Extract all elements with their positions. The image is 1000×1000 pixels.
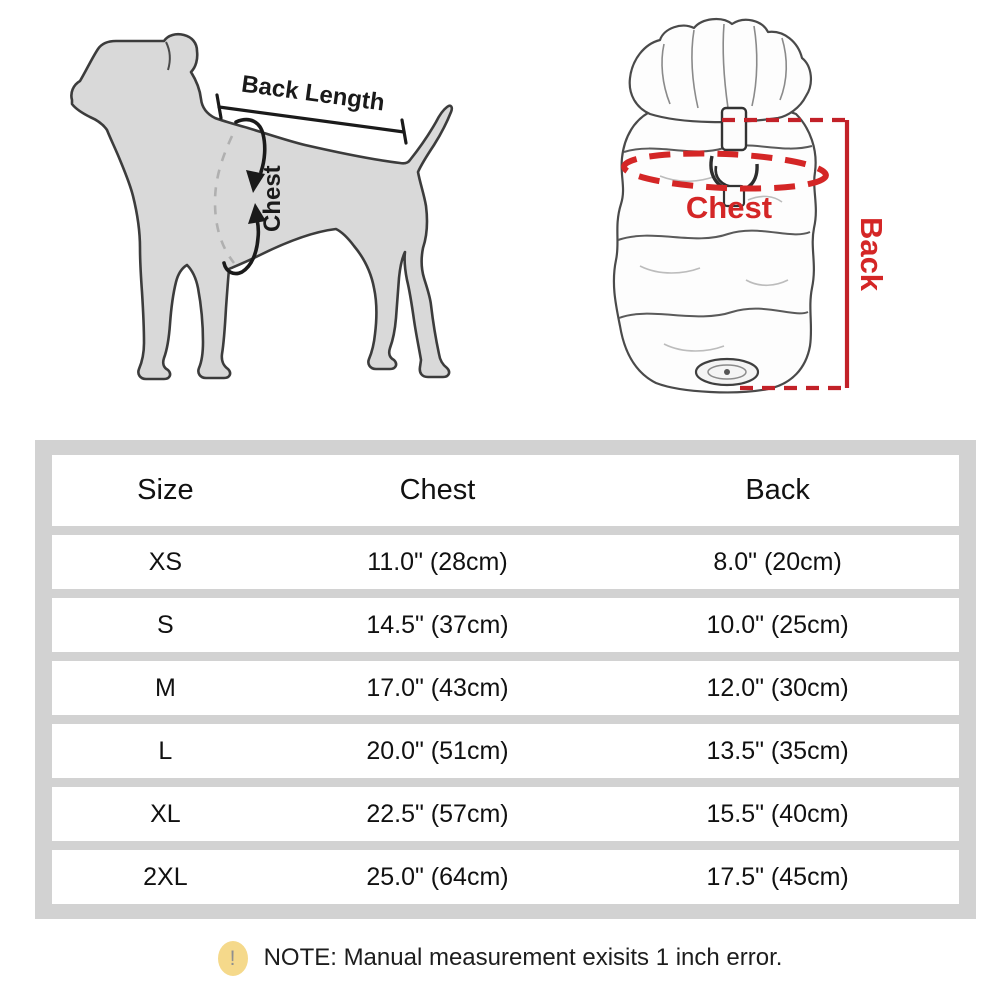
jacket-logo-tag xyxy=(696,359,758,385)
header-chest: Chest xyxy=(399,474,476,507)
jacket-chest-label: Chest xyxy=(685,190,773,225)
cell-back: 8.0" (20cm) xyxy=(713,547,842,576)
table-row-xs xyxy=(52,535,959,589)
table-header-row xyxy=(52,455,959,526)
table-row-m xyxy=(52,661,959,715)
cell-chest: 11.0" (28cm) xyxy=(367,547,508,576)
back-length-label: Back Length xyxy=(239,70,387,117)
exclamation-icon: ! xyxy=(218,941,248,976)
dog-diagram xyxy=(71,34,451,379)
cell-size: 2XL xyxy=(143,862,188,891)
table-row-s xyxy=(52,598,959,652)
cell-chest: 14.5" (37cm) xyxy=(366,610,509,639)
size-chart-table xyxy=(35,440,976,919)
cell-chest: 17.0" (43cm) xyxy=(366,673,509,702)
jacket-collar xyxy=(630,19,811,122)
note-text: NOTE: Manual measurement exisits 1 inch error. xyxy=(263,944,783,971)
cell-back: 17.5" (45cm) xyxy=(706,862,849,891)
cell-back: 12.0" (30cm) xyxy=(706,673,849,702)
cell-back: 15.5" (40cm) xyxy=(706,799,849,828)
cell-size: M xyxy=(154,673,176,702)
cell-size: S xyxy=(157,610,174,639)
dog-chest-label: Chest xyxy=(259,165,286,232)
header-back: Back xyxy=(745,474,810,507)
measurement-illustrations xyxy=(0,0,1000,435)
header-size: Size xyxy=(137,474,194,507)
table-row-l xyxy=(52,724,959,778)
cell-back: 13.5" (35cm) xyxy=(706,736,849,765)
cell-size: XL xyxy=(150,799,181,828)
cell-size: L xyxy=(158,736,173,765)
jacket-back-label: Back xyxy=(854,216,889,292)
table-row-xl xyxy=(52,787,959,841)
cell-chest: 20.0" (51cm) xyxy=(366,736,509,765)
cell-chest: 25.0" (64cm) xyxy=(366,862,509,891)
cell-size: XS xyxy=(148,547,183,576)
measurement-note xyxy=(0,934,1000,982)
cell-back: 10.0" (25cm) xyxy=(706,610,849,639)
table-row-2xl xyxy=(52,850,959,904)
cell-chest: 22.5" (57cm) xyxy=(366,799,509,828)
jacket-diagram xyxy=(614,19,889,392)
